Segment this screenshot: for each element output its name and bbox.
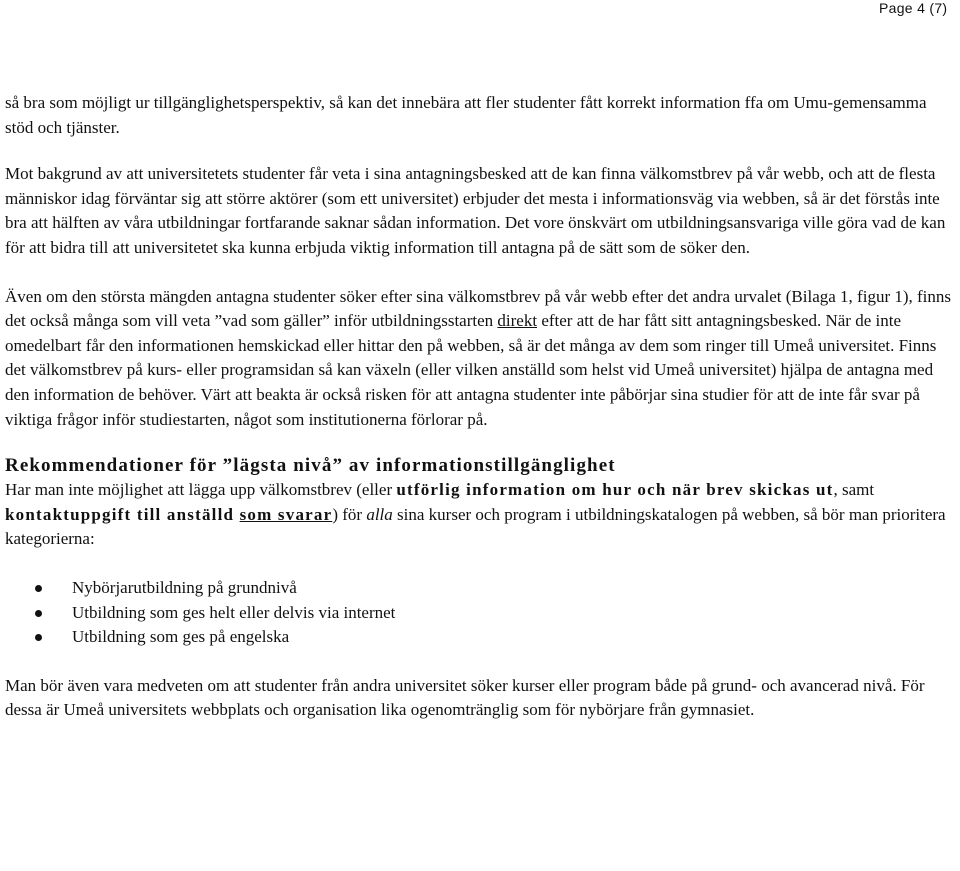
intro-bold-contact: kontaktuppgift till anställd: [5, 504, 240, 524]
page-number: Page 4 (7): [879, 0, 948, 16]
document-body: [5, 91, 955, 723]
closing-paragraph: Man bör även vara medveten om att studenter från andra universitet söker kurser eller program både på grund- och avancerad nivå. För dessa är Umeå universitets webbplats och organisation lika ogenomtränglig som för nybörjare från gymnasiet.: [5, 675, 925, 720]
list-item: [35, 576, 955, 601]
intro-part-a: Har man inte möjlighet att lägga upp välkomstbrev (eller: [5, 480, 397, 500]
bullet-icon: [35, 634, 42, 641]
intro-part-h: sina kurser och program i utbildningskatalogen på webben, så bör man prioritera kategorierna:: [5, 504, 946, 549]
bullet-icon: [35, 585, 42, 592]
list-item-text: Utbildning som ges helt eller delvis via internet: [72, 602, 396, 622]
intro-part-f: ) för: [332, 504, 367, 524]
paragraph-3-part-a: Även om den största mängden antagna studenter söker efter sina välkomstbrev på vår webb efter det andra urvalet (Bilaga 1, figur 1), finns det också många som vill veta ”vad som gäller” inför utbildningsstarten: [5, 286, 952, 331]
paragraph-2: Mot bakgrund av att universitetets studenter får veta i sina antagningsbesked att de kan finna välkomstbrev på vår webb, och att de flesta människor idag förväntar sig att större aktörer (som ett universitet) erbjuder det mesta i informationsväg via webben, så är det förstås inte bra att hälften av våra utbildningar fortfarande saknar sådan information. Det vore önskvärt om utbildningsansvariga ville göra vad de kan för att bidra till att universitetet ska kunna erbjuda viktig information till antagna på de sätt som de söker den.: [5, 164, 946, 257]
list-item-text: Nybörjarutbildning på grundnivå: [72, 577, 297, 597]
section-heading: Rekommendationer för ”lägsta nivå” av informationstillgänglighet: [5, 455, 616, 477]
paragraph-1: så bra som möjligt ur tillgänglighetsperspektiv, så kan det innebära att fler studenter fått korrekt information ffa om Umu-gemensamma stöd och tjänster.: [5, 93, 927, 137]
section-intro: [5, 478, 955, 552]
intro-italic-alla: alla: [366, 504, 393, 524]
list-item: [35, 601, 955, 626]
intro-bold-underlined: som svarar: [239, 504, 333, 524]
emphasis-direkt: direkt: [497, 311, 538, 331]
paragraph-3-part-c: efter att de har fått sitt antagningsbesked. När de inte omedelbart får den informationen hemskickad eller hittar den på webben, så är det många av dem som ringer till Umeå universitet. Finns det välkomstbrev på kurs- eller programsidan så kan växeln (eller vilken anställd som helst vid Umeå universitet) hjälpa de antagna med den information de behöver. Värt att beakta är också risken för att antagna studenter inte påbörjar sina studier för att de inte får svar på viktiga frågor inför studiestarten, något som institutionerna förlorar på.: [5, 311, 937, 429]
category-list: [5, 576, 955, 650]
bullet-icon: [35, 610, 42, 617]
paragraph-3: [5, 285, 955, 433]
intro-part-c: , samt: [833, 480, 875, 500]
list-item-text: Utbildning som ges på engelska: [72, 627, 290, 647]
list-item: [35, 625, 955, 650]
intro-bold-info: utförlig information om hur och när brev skickas ut: [396, 480, 834, 500]
